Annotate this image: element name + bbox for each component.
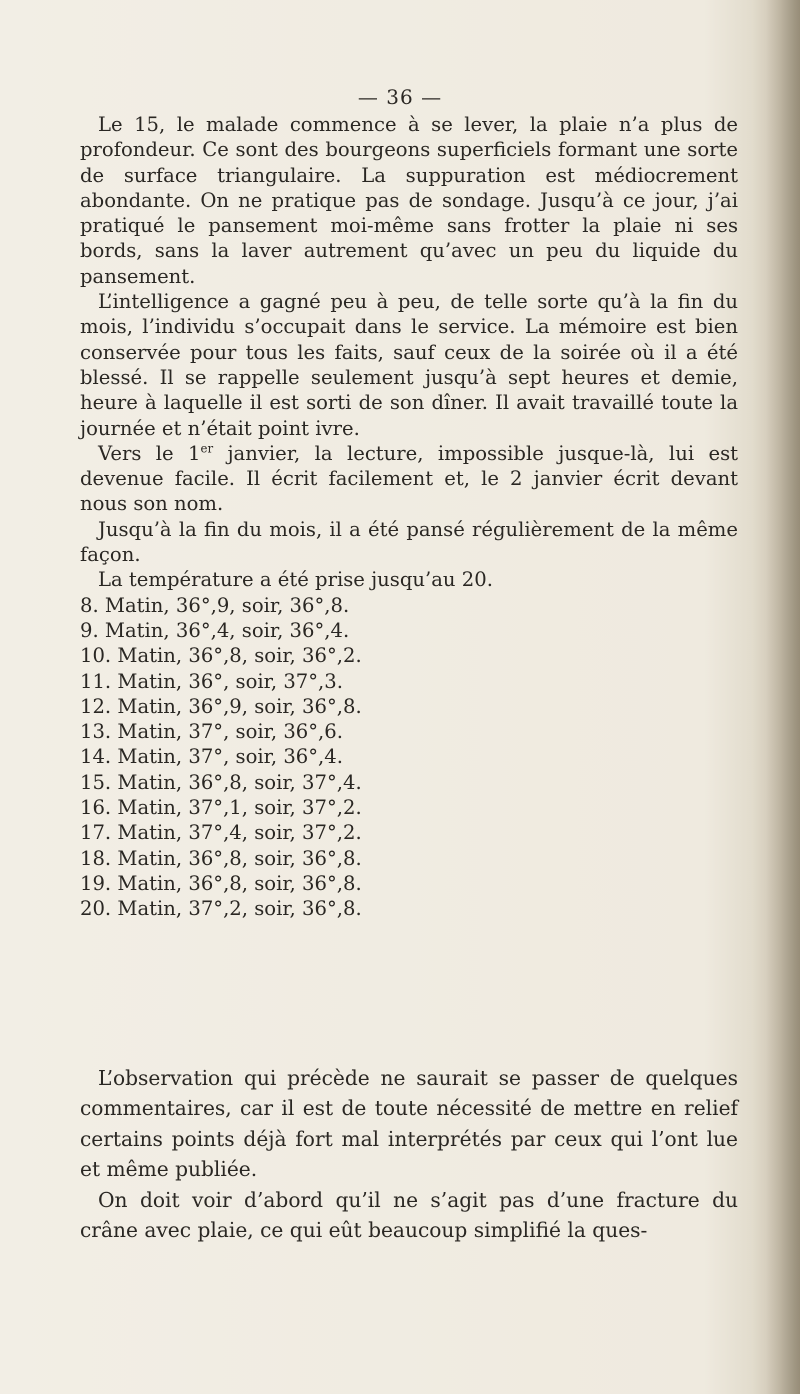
temperature-entry: 8. Matin, 36°,9, soir, 36°,8. bbox=[80, 593, 350, 617]
temperature-entry: 17. Matin, 37°,4, soir, 37°,2. bbox=[80, 821, 362, 845]
temperature-entry: 12. Matin, 36°,9, soir, 36°,8. bbox=[80, 694, 362, 718]
body-text-top bbox=[80, 112, 738, 922]
temperature-entry: 16. Matin, 37°,1, soir, 37°,2. bbox=[80, 796, 362, 820]
temperature-entry: 18. Matin, 36°,8, soir, 36°,8. bbox=[80, 846, 362, 870]
body-text-bottom bbox=[80, 1063, 738, 1245]
temperature-entry: 20. Matin, 37°,2, soir, 36°,8. bbox=[80, 897, 362, 921]
page-edge bbox=[766, 0, 800, 1394]
temperature-entry: 15. Matin, 36°,8, soir, 37°,4. bbox=[80, 770, 362, 794]
page-number: — 36 — bbox=[357, 85, 443, 109]
temperature-entry: 14. Matin, 37°, soir, 36°,4. bbox=[80, 745, 343, 769]
temperature-entry: 9. Matin, 36°,4, soir, 36°,4. bbox=[80, 618, 350, 642]
paragraph-convalescence: Le 15, le malade commence à se lever, la plaie n’a plus de profondeur. Ce sont des bourgeons superficiels formant une sorte de surface triangulaire. La suppuration est médiocrement abondante. On ne pratique pas de sondage. Jusqu’à ce jour, j’ai pratiqué le pansement moi-même sans frotter la plaie ni ses bords, sans la laver autrement qu’avec un peu du liquide du pansement. bbox=[80, 113, 738, 288]
temperature-entry: 19. Matin, 36°,8, soir, 36°,8. bbox=[80, 871, 362, 895]
paragraph-intelligence: L’intelligence a gagné peu à peu, de telle sorte qu’à la fin du mois, l’individu s’occupait dans le service. La mémoire est bien conservée pour tous les faits, sauf ceux de la soirée où il a été blessé. Il se rappelle seulement jusqu’à sept heures et demie, heure à laquelle il est sorti de son dîner. Il avait travaillé toute la journée et n’était point ivre. bbox=[80, 290, 738, 440]
temperature-entry: 11. Matin, 36°, soir, 37°,3. bbox=[80, 669, 343, 693]
paragraph-observation: L’observation qui précède ne saurait se passer de quelques commentaires, car il est de toute nécessité de mettre en relief certains points déjà fort mal interprétés par ceux qui l’ont lue et même publiée. bbox=[80, 1066, 738, 1182]
janvier-text-after: janvier, la lecture, impossible jusque-là, lui est devenue facile. Il écrit facilement et, le 2 janvier écrit devant nous son nom. bbox=[80, 441, 739, 516]
temperature-entry: 10. Matin, 36°,8, soir, 36°,2. bbox=[80, 644, 362, 668]
temperature-entry: 13. Matin, 37°, soir, 36°,6. bbox=[80, 720, 343, 744]
janvier-superscript: er bbox=[200, 441, 214, 456]
temperature-intro: La température a été prise jusqu’au 20. bbox=[98, 568, 493, 592]
paragraph-janvier bbox=[80, 441, 738, 517]
temperature-list bbox=[80, 593, 738, 922]
paragraph-fracture: On doit voir d’abord qu’il ne s’agit pas d’une fracture du crâne avec plaie, ce qui eût beaucoup simplifié la ques- bbox=[80, 1187, 738, 1243]
janvier-text-before: Vers le 1 bbox=[98, 441, 201, 465]
paragraph-pansement: Jusqu’à la fin du mois, il a été pansé régulièrement de la même façon. bbox=[80, 517, 738, 567]
